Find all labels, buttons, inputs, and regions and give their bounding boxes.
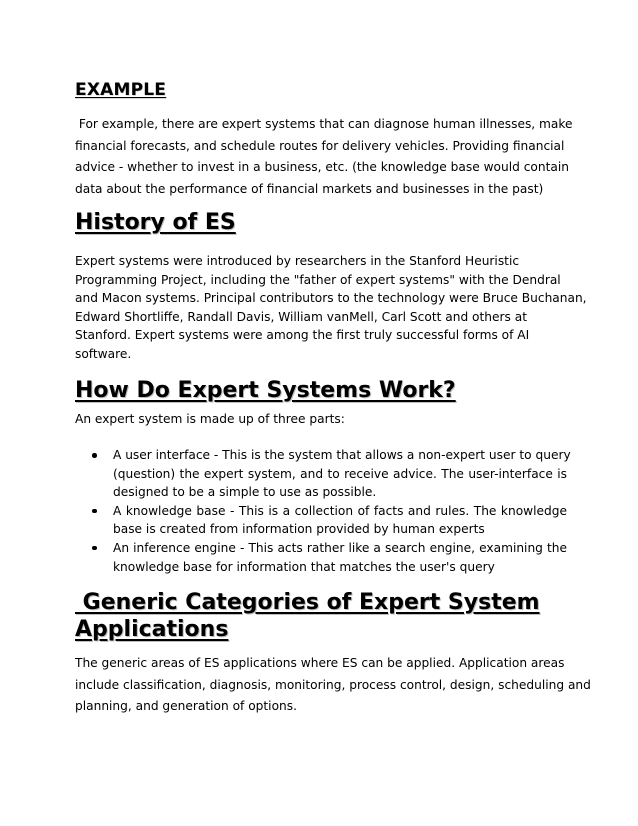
bullet-icon	[92, 509, 97, 514]
list-item-line: designed to be a simple to use as possible.	[113, 485, 377, 500]
list-item-line: (question) the expert system, and to receive advice. The user-interface is	[113, 466, 567, 481]
list-item-line: An inference engine - This acts rather like a search engine, examining the	[113, 540, 567, 555]
paragraph-line: The generic areas of ES applications where ES can be applied. Application areas	[75, 656, 565, 670]
paragraph-line: advice - whether to invest in a business, etc. (the knowledge base would contain	[75, 160, 569, 174]
generic-heading-line1: Generic Categories of Expert System	[75, 590, 540, 615]
how-heading: How Do Expert Systems Work?	[75, 378, 456, 403]
paragraph-line: and Macon systems. Principal contributors to the technology were Bruce Buchanan,	[75, 291, 587, 306]
how-intro	[75, 409, 345, 431]
history-heading: History of ES	[75, 210, 236, 235]
list-item-line: knowledge base for information that matches the user's query	[113, 559, 495, 574]
parts-list	[92, 446, 571, 576]
paragraph-line: Expert systems were introduced by researchers in the Stanford Heuristic	[75, 254, 520, 268]
list-item	[92, 539, 567, 576]
generic-heading-line2: Applications	[75, 617, 229, 642]
example-paragraph	[75, 114, 573, 200]
list-item	[92, 446, 571, 502]
paragraph-line: Stanford. Expert systems were among the first truly successful forms of AI	[75, 328, 530, 343]
history-paragraph	[75, 252, 587, 364]
paragraph-line: Edward Shortliffe, Randall Davis, William vanMell, Carl Scott and others at	[75, 309, 527, 324]
paragraph-line: For example, there are expert systems that can diagnose human illnesses, make	[75, 117, 573, 131]
paragraph-line: data about the performance of financial markets and businesses in the past)	[75, 181, 544, 196]
paragraph-line: include classification, diagnosis, monitoring, process control, design, scheduling and	[75, 677, 591, 692]
list-item-line: base is created from information provided by human experts	[113, 522, 485, 537]
paragraph-line: financial forecasts, and schedule routes for delivery vehicles. Providing financial	[75, 138, 565, 153]
paragraph-line: planning, and generation of options.	[75, 699, 297, 713]
intro-text: An expert system is made up of three parts:	[75, 412, 345, 426]
paragraph-line: software.	[75, 346, 132, 361]
bullet-icon	[92, 546, 97, 551]
bullet-icon	[92, 453, 97, 458]
example-heading: EXAMPLE	[75, 80, 167, 100]
paragraph-line: Programming Project, including the "father of expert systems" with the Dendral	[75, 272, 561, 287]
list-item-line: A knowledge base - This is a collection of facts and rules. The knowledge	[113, 503, 567, 518]
generic-paragraph	[75, 653, 591, 718]
list-item	[92, 502, 567, 539]
list-item-line: A user interface - This is the system that allows a non-expert user to query	[113, 448, 571, 462]
